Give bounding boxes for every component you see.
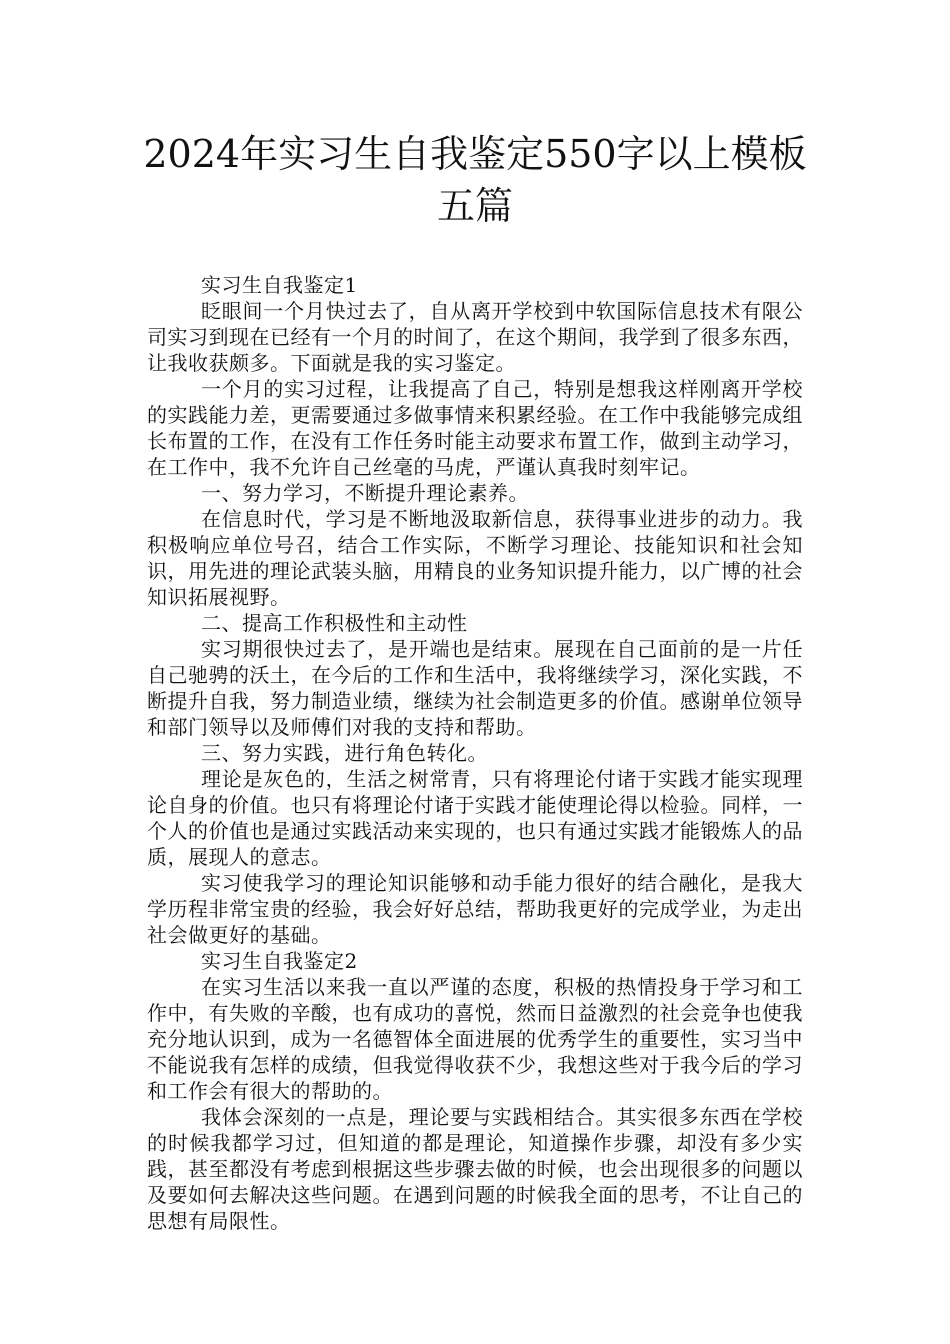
paragraph: 实习使我学习的理论知识能够和动手能力很好的结合融化，是我大学历程非常宝贵的经验，我会好好总结，帮助我更好的完成学业，为走出社会做更好的基础。 [147, 871, 803, 947]
document-title: 2024年实习生自我鉴定550字以上模板五篇 [143, 132, 807, 228]
sub-heading: 一、努力学习，不断提升理论素养。 [201, 481, 529, 505]
paragraph: 实习期很快过去了，是开端也是结束。展现在自己面前的是一片任自己驰骋的沃土，在今后的工作和生活中，我将继续学习，深化实践，不断提升自我，努力制造业绩，继续为社会制造更多的价值。感谢单位领导和部门领导以及师傅们对我的支持和帮助。 [147, 637, 803, 739]
sub-heading: 三、努力实践，进行角色转化。 [201, 741, 488, 765]
paragraph: 在实习生活以来我一直以严谨的态度，积极的热情投身于学习和工作中，有失败的辛酸，也有成功的喜悦，然而日益激烈的社会竞争也使我充分地认识到，成为一名德智体全面进展的优秀学生的重要性，实习当中不能说我有怎样的成绩，但我觉得收获不少，我想这些对于我今后的学习和工作会有很大的帮助的。 [147, 975, 803, 1103]
document-body [147, 272, 803, 1234]
paragraph: 一个月的实习过程，让我提高了自己，特别是想我这样刚离开学校的实践能力差，更需要通过多做事情来积累经验。在工作中我能够完成组长布置的工作，在没有工作任务时能主动要求布置工作，做到主动学习，在工作中，我不允许自己丝毫的马虎，严谨认真我时刻牢记。 [147, 377, 803, 479]
section-heading: 实习生自我鉴定2 [201, 949, 358, 973]
section-heading: 实习生自我鉴定1 [201, 273, 358, 297]
sub-heading: 二、提高工作积极性和主动性 [201, 611, 468, 635]
paragraph: 眨眼间一个月快过去了，自从离开学校到中软国际信息技术有限公司实习到现在已经有一个月的时间了，在这个期间，我学到了很多东西，让我收获颇多。下面就是我的实习鉴定。 [147, 299, 803, 375]
paragraph: 我体会深刻的一点是，理论要与实践相结合。其实很多东西在学校的时候我都学习过，但知道的都是理论，知道操作步骤，却没有多少实践，甚至都没有考虑到根据这些步骤去做的时候，也会出现很多的问题以及要如何去解决这些问题。在遇到问题的时候我全面的思考，不让自己的思想有局限性。 [147, 1105, 803, 1233]
paragraph: 在信息时代，学习是不断地汲取新信息，获得事业进步的动力。我积极响应单位号召，结合工作实际，不断学习理论、技能知识和社会知识，用先进的理论武装头脑，用精良的业务知识提升能力，以广博的社会知识拓展视野。 [147, 507, 803, 609]
paragraph: 理论是灰色的，生活之树常青，只有将理论付诸于实践才能实现理论自身的价值。也只有将理论付诸于实践才能使理论得以检验。同样，一个人的价值也是通过实践活动来实现的，也只有通过实践才能锻炼人的品质，展现人的意志。 [147, 767, 803, 869]
